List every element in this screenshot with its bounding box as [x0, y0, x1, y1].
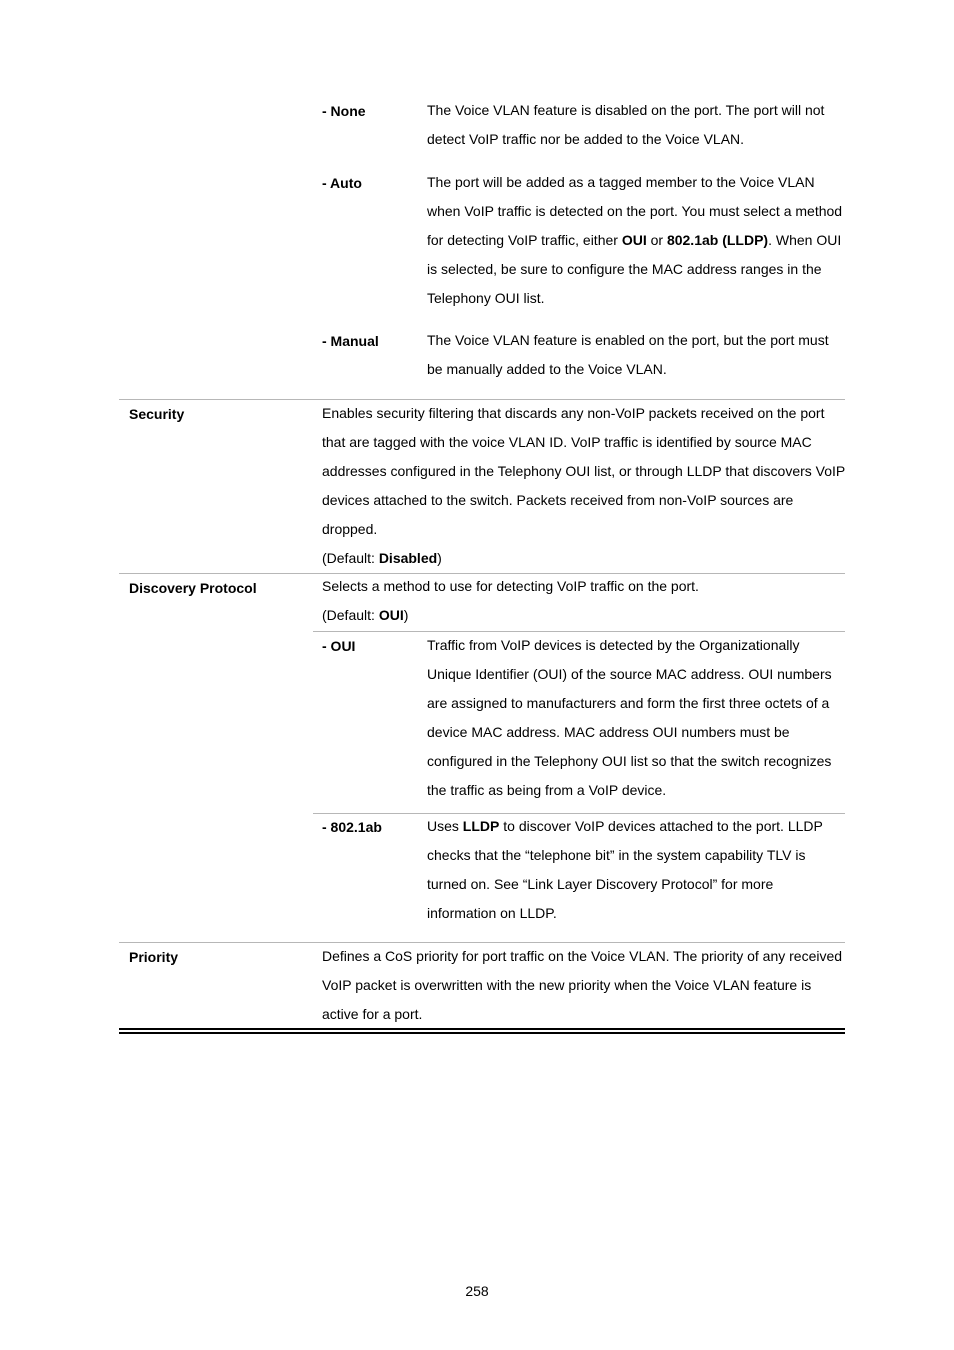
default-suffix: )	[403, 607, 409, 623]
text-run: Traffic from VoIP devices is detected by the Organizationally Unique Identifier (OUI) of the source MAC address. OUI numbers are assigned to manufacturers and form the first three octets of a device MAC address. MAC address OUI numbers must be configured in the Telephony OUI list so that the switch recognizes the traffic as being from a VoIP device.	[427, 637, 832, 798]
default-prefix: (Default:	[322, 607, 379, 623]
option-term-none: - None	[322, 103, 366, 119]
option-desc-oui	[427, 631, 845, 805]
default-prefix: (Default:	[322, 550, 379, 566]
text-run: to discover VoIP devices attached to the port. LLDP checks that the “telephone bit” in the system capability TLV is turned on. See “Link Layer Discovery Protocol” for more information on LLDP.	[427, 818, 823, 921]
option-term-auto: - Auto	[322, 175, 362, 191]
table-bottom-rule	[119, 1032, 845, 1034]
default-value: OUI	[378, 607, 404, 623]
option-term-manual: - Manual	[322, 333, 379, 349]
text-run: Uses	[427, 818, 463, 834]
bold-text: 802.1ab (LLDP)	[666, 232, 769, 248]
security-desc-text: Enables security filtering that discards any non-VoIP packets received on the port that are tagged with the voice VLAN ID. VoIP traffic is identified by source MAC addresses configured in the Telephony OUI list, or through LLDP that discovers VoIP devices attached to the switch. Packets received from non-VoIP sources are dropped.	[322, 405, 845, 537]
bold-text: OUI	[621, 232, 647, 248]
option-term-802-1ab: - 802.1ab	[322, 819, 382, 835]
option-desc-802-1ab	[427, 812, 845, 928]
option-desc-auto	[427, 168, 845, 313]
option-desc-manual	[427, 326, 845, 384]
discovery-description	[322, 572, 845, 630]
text-run: or	[646, 232, 667, 248]
option-term-oui: - OUI	[322, 638, 356, 654]
priority-label: Priority	[129, 949, 179, 965]
priority-description: Defines a CoS priority for port traffic on the Voice VLAN. The priority of any received VoIP packet is overwritten with the new priority when the Voice VLAN feature is active for a port.	[322, 948, 843, 1022]
default-suffix: )	[437, 550, 442, 566]
option-desc-none	[427, 96, 845, 154]
page-number: 258	[465, 1283, 489, 1299]
discovery-protocol-label: Discovery Protocol	[129, 580, 257, 596]
bold-text: LLDP	[462, 818, 500, 834]
discovery-default	[322, 601, 845, 630]
text-run: The Voice VLAN feature is enabled on the port, but the port must be manually added to the Voice VLAN.	[427, 332, 829, 377]
discovery-desc-text: Selects a method to use for detecting VoIP traffic on the port.	[322, 578, 699, 594]
security-label: Security	[129, 406, 185, 422]
default-value: Disabled	[378, 550, 438, 566]
text-run: The port will be added as a tagged member to the Voice VLAN when VoIP traffic is detected on the port. You must select a method for detecting VoIP traffic, either	[427, 174, 843, 248]
text-run: The Voice VLAN feature is disabled on the port. The port will not detect VoIP traffic nor be added to the Voice VLAN.	[427, 102, 825, 147]
table-bottom-rule	[119, 1028, 845, 1030]
security-description	[322, 399, 845, 573]
text-run: . When OUI is selected, be sure to configure the MAC address ranges in the Telephony OUI list.	[427, 232, 842, 306]
security-default	[322, 544, 845, 573]
